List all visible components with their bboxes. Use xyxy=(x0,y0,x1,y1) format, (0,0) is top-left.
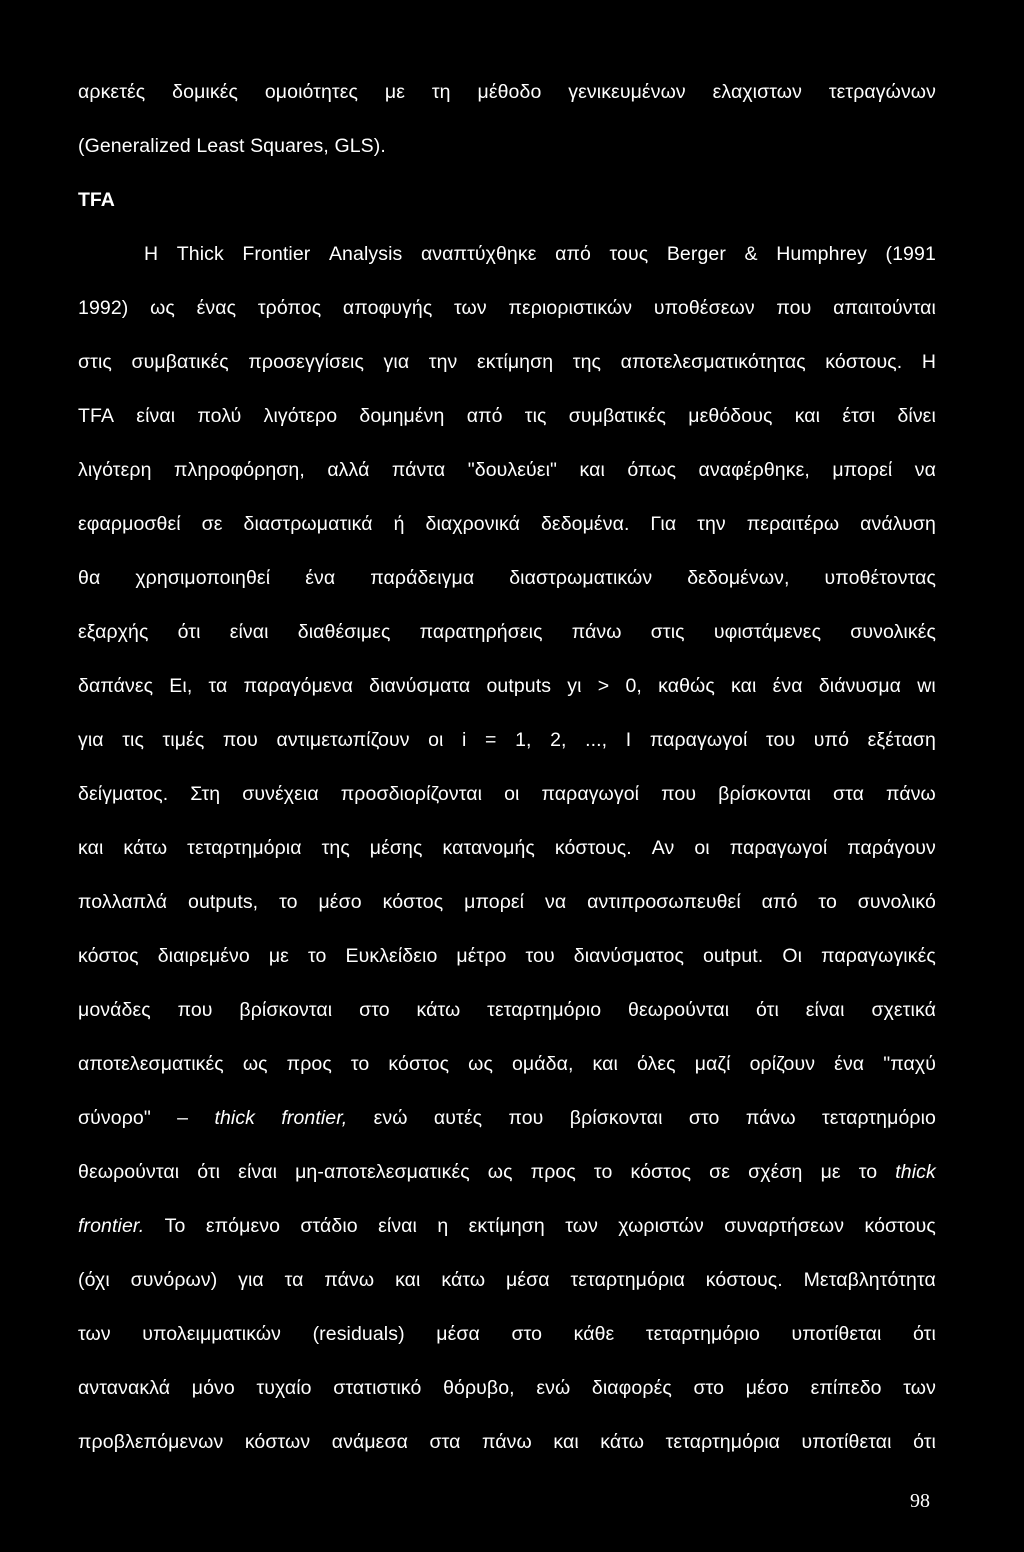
text-line: σύνορο" – thick frontier, ενώ αυτές που βρίσκονται στο πάνω τεταρτημόριο xyxy=(78,1107,936,1129)
text-line: των υπολειμματικών (residuals) μέσα στο κάθε τεταρτημόριο υποτίθεται ότι xyxy=(78,1323,936,1345)
text-line: εφαρμοσθεί σε διαστρωματικά ή διαχρονικά δεδομένα. Για την περαιτέρω ανάλυση xyxy=(78,513,936,535)
text-line: και κάτω τεταρτημόρια της μέσης κατανομής κόστους. Αν οι παραγωγοί παράγουν xyxy=(78,837,936,859)
text-line: Η Thick Frontier Analysis αναπτύχθηκε από τους Berger & Humphrey (1991 xyxy=(144,243,936,265)
text-line: εξαρχής ότι είναι διαθέσιμες παρατηρήσεις πάνω στις υφιστάμενες συνολικές xyxy=(78,621,936,643)
text-line: πολλαπλά outputs, το μέσο κόστος μπορεί να αντιπροσωπευθεί από το συνολικό xyxy=(78,891,936,913)
text-line: 1992) ως ένας τρόπος αποφυγής των περιοριστικών υποθέσεων που απαιτούνται xyxy=(78,297,936,319)
text-line: TFA είναι πολύ λιγότερο δομημένη από τις συμβατικές μεθόδους και έτσι δίνει xyxy=(78,405,936,427)
text-line: δαπάνες Ει, τα παραγόμενα διανύσματα outputs yι > 0, καθώς και ένα διάνυσμα wι xyxy=(78,675,936,697)
text-line: αποτελεσματικές ως προς το κόστος ως ομάδα, και όλες μαζί ορίζουν ένα "παχύ xyxy=(78,1053,936,1075)
text-line: για τις τιμές που αντιμετωπίζουν οι i = 1, 2, ..., I παραγωγοί του υπό εξέταση xyxy=(78,729,936,751)
text-line: δείγματος. Στη συνέχεια προσδιορίζονται οι παραγωγοί που βρίσκονται στα πάνω xyxy=(78,783,936,805)
text-line: προβλεπόμενων κόστων ανάμεσα στα πάνω και κάτω τεταρτημόρια υποτίθεται ότι xyxy=(78,1431,936,1453)
text-line: μονάδες που βρίσκονται στο κάτω τεταρτημόριο θεωρούνται ότι είναι σχετικά xyxy=(78,999,936,1021)
section-heading: TFA xyxy=(78,189,115,211)
text-line: αρκετές δομικές ομοιότητες με τη μέθοδο γενικευμένων ελαχιστων τετραγώνων xyxy=(78,81,936,103)
text-line: frontier. Το επόμενο στάδιο είναι η εκτίμηση των χωριστών συναρτήσεων κόστους xyxy=(78,1215,936,1237)
text-line: θεωρούνται ότι είναι μη-αποτελεσματικές ως προς το κόστος σε σχέση με το thick xyxy=(78,1161,936,1183)
page-number: 98 xyxy=(910,1490,930,1512)
text-line: (Generalized Least Squares, GLS). xyxy=(78,135,386,157)
text-line: αντανακλά μόνο τυχαίο στατιστικό θόρυβο, ενώ διαφορές στο μέσο επίπεδο των xyxy=(78,1377,936,1399)
text-line: θα χρησιμοποιηθεί ένα παράδειγμα διαστρωματικών δεδομένων, υποθέτοντας xyxy=(78,567,936,589)
text-line: στις συμβατικές προσεγγίσεις για την εκτίμηση της αποτελεσματικότητας κόστους. Η xyxy=(78,351,936,373)
text-line: (όχι συνόρων) για τα πάνω και κάτω μέσα τεταρτημόρια κόστους. Μεταβλητότητα xyxy=(78,1269,936,1291)
text-line: λιγότερη πληροφόρηση, αλλά πάντα "δουλεύει" και όπως αναφέρθηκε, μπορεί να xyxy=(78,459,936,481)
text-line: κόστος διαιρεμένο με το Ευκλείδειο μέτρο του διανύσματος output. Οι παραγωγικές xyxy=(78,945,936,967)
